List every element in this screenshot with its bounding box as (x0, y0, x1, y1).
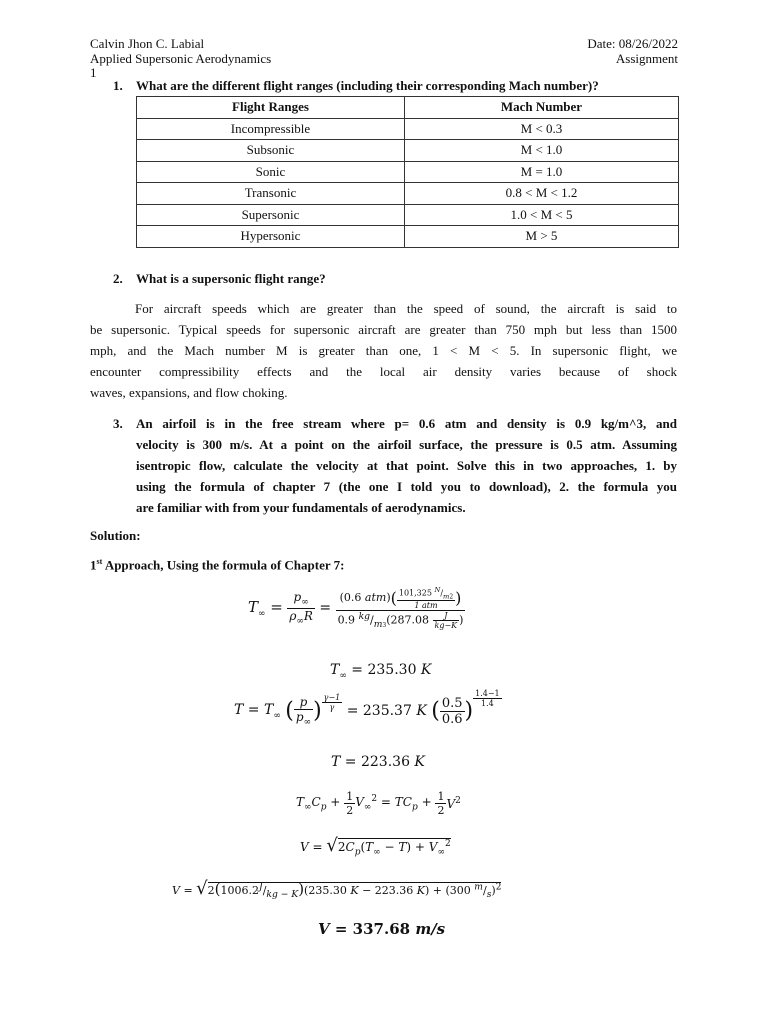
q1-text: What are the different flight ranges (including their corresponding Mach number)? (136, 78, 599, 93)
gamma-exp-num: γ−1 (323, 693, 341, 702)
q3-line: are familiar with from your fundamentals of aerodynamics. (136, 500, 466, 515)
ratio-num: 0.5 (441, 695, 463, 711)
author-name: Calvin Jhon C. Labial (90, 36, 205, 51)
eq1-j: J (433, 611, 460, 621)
table-row (137, 226, 679, 248)
eq1-m3: m (373, 619, 383, 631)
t-inf-value: 235.30 (367, 662, 417, 678)
table-cell: Subsonic (137, 140, 405, 162)
q1-number: 1. (113, 78, 123, 93)
eq2-value: 235.37 (362, 703, 412, 720)
eq1-kg: kg (358, 611, 370, 623)
q3-number: 3. (113, 416, 123, 431)
table-cell: Supersonic (137, 204, 405, 226)
approach-heading (90, 557, 344, 573)
eq1-unit-n: N (434, 586, 441, 594)
answer-line: encounter compressibility effects and the local air density varies because of shock (90, 364, 677, 379)
eq1-kgk: kg−K (434, 621, 458, 631)
approach-ordinal: st (96, 557, 103, 566)
q2-number: 2. (113, 271, 123, 286)
answer-line: waves, expansions, and flow choking. (90, 385, 288, 400)
q3-line: using the formula of chapter 7 (the one I told you to download), 2. the formula you (136, 479, 677, 494)
approach-number: 1 (90, 557, 97, 573)
flight-ranges-table (136, 96, 679, 248)
eq4-cp: 1006.2 (220, 884, 260, 897)
table-row (137, 161, 679, 183)
table-header: Mach Number (404, 97, 678, 119)
velocity-equation: $V = √2C_p(T_\infty - T) + V_\infty^2$ (300, 835, 451, 858)
eq1-den-a: 0.9 (337, 613, 359, 627)
page-number: 1 (90, 65, 97, 80)
q2-answer (90, 298, 677, 403)
table-cell: Transonic (137, 183, 405, 205)
eq1-den-c: ) (459, 613, 464, 627)
ratio-den: 0.6 (441, 711, 463, 727)
t-value: 223.36 (360, 754, 410, 770)
q2-text: What is a supersonic flight range? (136, 271, 326, 286)
velocity-substitution: $V = √2(1006.2^J/_{kg - K})(235.30$ K − 223.36 K) + (300 $^m/_s)^2$ (172, 878, 502, 901)
table-cell: Sonic (137, 161, 405, 183)
exp-num: 1.4−1 (475, 689, 500, 698)
eq4-t2: 223.36 (374, 884, 417, 897)
table-cell: M = 1.0 (404, 161, 678, 183)
t-inf-result: $T_\infty = 235.30$ K (330, 662, 432, 681)
table-row (137, 204, 679, 226)
table-cell: 0.8 < M < 1.2 (404, 183, 678, 205)
table-cell: M < 0.3 (404, 118, 678, 140)
equation-t-inf: $T_\infty$ = $\frac{p_\infty}{\rho_\infty R}$ = (0.6 atm)( $\frac{101,325 ^N/_{m2}}{\text{1 atm}}$ ) 0.9 $^{kg}/_{m3}(287.08$ $\frac{J}{kg-K}$ ) (248, 586, 464, 631)
document-type: Assignment (615, 51, 678, 66)
eq1-unit-num: 101,325 (398, 588, 435, 598)
t-result: T = 223.36 K (331, 754, 425, 770)
q3-line: An airfoil is in the free stream where p= 0.6 atm and density is 0.9 kg/m^3, and (136, 416, 677, 431)
exp-den: 1.4 (481, 699, 494, 708)
table-row (137, 183, 679, 205)
table-row (137, 118, 679, 140)
table-cell: M < 1.0 (404, 140, 678, 162)
eq1-atm: atm (364, 591, 387, 605)
v-value: 337.68 (352, 920, 411, 938)
eq1-den-b: (287.08 (386, 613, 433, 627)
answer-line: mph, and the Mach number M is greater than one, 1 < M < 5. In supersonic flight, we (90, 343, 677, 358)
eq1-unit-m: m (443, 592, 450, 601)
q3-line: isentropic flow, calculate the velocity at that point. Solve this in two approaches, 1. by (136, 458, 677, 473)
eq4-v: 300 (449, 884, 475, 897)
eq1-num-a: (0.6 (339, 591, 365, 605)
solution-label: Solution: (90, 528, 141, 543)
energy-equation: $T_\infty C_p$ + $\frac{1}{2}$ $V_\infty^2 = TC_p$ + $\frac{1}{2}$ $V^2$ (296, 790, 461, 817)
q3-text (136, 413, 677, 518)
velocity-result: V = 337.68 m/s (318, 920, 446, 938)
q3-line: velocity is 300 m/s. At a point on the airfoil surface, the pressure is 0.5 atm. Assuming (136, 437, 677, 452)
answer-line: For aircraft speeds which are greater than the speed of sound, the aircraft is said to (135, 301, 677, 316)
answer-line: be supersonic. Typical speeds for supersonic aircraft are greater than 750 mph but less than 1500 (90, 322, 677, 337)
eq1-unit-den: 1 atm (414, 601, 438, 611)
table-header: Flight Ranges (137, 97, 405, 119)
table-row (137, 140, 679, 162)
table-cell: Hypersonic (137, 226, 405, 248)
equation-t: $T = T_\infty$ ( $\frac{p}{p_\infty}$ ) $\frac{\gamma-1}{\gamma}$ = 235.37 K ( $\frac{0.5}{0.6}$ ) $\frac{1.4-1}{1.4}$ (234, 689, 500, 728)
gamma-exp-den: γ (329, 703, 335, 712)
approach-text: Approach, Using the formula of Chapter 7: (102, 557, 345, 573)
eq4-t1: 235.30 (308, 884, 351, 897)
date: Date: 08/26/2022 (587, 36, 678, 51)
eq1-num-b: ) (386, 591, 391, 605)
table-cell: Incompressible (137, 118, 405, 140)
course-name: Applied Supersonic Aerodynamics (90, 51, 272, 66)
table-cell: 1.0 < M < 5 (404, 204, 678, 226)
table-cell: M > 5 (404, 226, 678, 248)
